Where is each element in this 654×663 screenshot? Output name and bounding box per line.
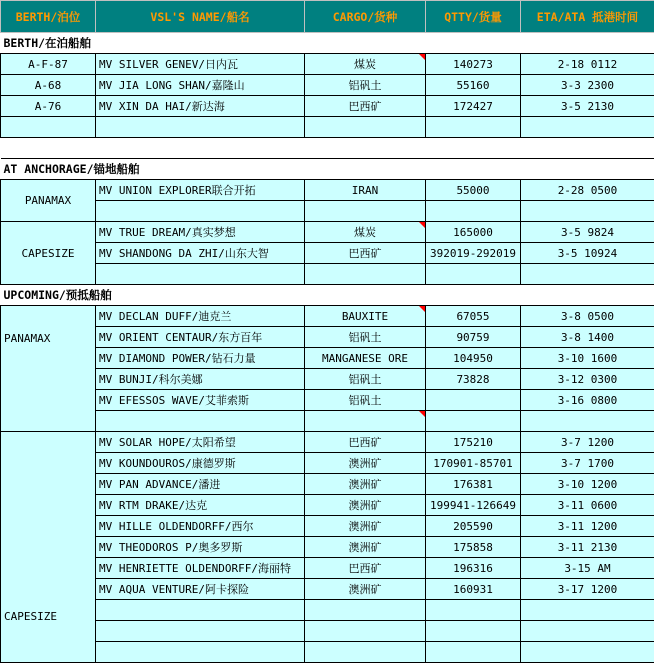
- cell-quantity[interactable]: 175858: [426, 537, 521, 558]
- cell-eta[interactable]: 3-16 0800: [521, 390, 654, 411]
- spacer-row: [1, 138, 654, 159]
- table-row: [1, 453, 654, 474]
- cell-cargo[interactable]: IRAN: [305, 180, 426, 201]
- spacer-cell: [1, 138, 654, 159]
- cell-empty[interactable]: [426, 642, 521, 663]
- cell-vessel-name[interactable]: MV DECLAN DUFF/迪克兰: [96, 306, 305, 327]
- cell-empty[interactable]: [305, 621, 426, 642]
- table-row: [1, 390, 654, 411]
- cell-empty[interactable]: [521, 642, 654, 663]
- section-row-anchorage: [1, 159, 654, 180]
- cell-eta[interactable]: 3-11 2130: [521, 537, 654, 558]
- cell-eta[interactable]: 3-3 2300: [521, 75, 654, 96]
- cell-empty[interactable]: [305, 600, 426, 621]
- cell-quantity[interactable]: 104950: [426, 348, 521, 369]
- table-row: [1, 516, 654, 537]
- cell-vessel-name[interactable]: MV EFESSOS WAVE/艾菲索斯: [96, 390, 305, 411]
- section-row-upcoming: [1, 285, 654, 306]
- cell-empty[interactable]: [426, 411, 521, 432]
- table-row: [1, 558, 654, 579]
- header-berth[interactable]: BERTH/泊位: [1, 1, 96, 33]
- cell-vessel-name[interactable]: MV HENRIETTE OLDENDORFF/海丽特: [96, 558, 305, 579]
- table-row: [1, 369, 654, 390]
- cell-quantity[interactable]: 90759: [426, 327, 521, 348]
- cell-quantity[interactable]: 172427: [426, 96, 521, 117]
- table-row: [1, 495, 654, 516]
- cell-cargo[interactable]: 巴西矿: [305, 432, 426, 453]
- cell-empty[interactable]: [305, 264, 426, 285]
- cell-quantity[interactable]: 160931: [426, 579, 521, 600]
- cell-cargo[interactable]: 铝矾土: [305, 75, 426, 96]
- table-row-empty: [1, 117, 654, 138]
- header-vessel-name[interactable]: VSL'S NAME/船名: [96, 1, 305, 33]
- table-row: [1, 537, 654, 558]
- cell-cargo[interactable]: [305, 54, 426, 75]
- cell-vessel-name[interactable]: MV RTM DRAKE/达克: [96, 495, 305, 516]
- cell-empty[interactable]: [305, 201, 426, 222]
- cell-cargo-text: 煤炭: [354, 58, 376, 71]
- table-row: [1, 579, 654, 600]
- section-title-anchorage[interactable]: AT ANCHORAGE/锚地船舶: [1, 159, 654, 180]
- cell-eta[interactable]: 3-7 1200: [521, 432, 654, 453]
- cell-cargo[interactable]: 澳洲矿: [305, 474, 426, 495]
- cell-empty[interactable]: [426, 600, 521, 621]
- cell-eta[interactable]: 3-10 1600: [521, 348, 654, 369]
- cell-eta[interactable]: 3-5 2130: [521, 96, 654, 117]
- cell-empty[interactable]: [426, 621, 521, 642]
- header-eta[interactable]: ETA/ATA 抵港时间: [521, 1, 654, 33]
- group-label-capesize[interactable]: CAPESIZE: [1, 222, 96, 285]
- cell-eta[interactable]: 3-15 AM: [521, 558, 654, 579]
- table-row-empty: [1, 411, 654, 432]
- cell-eta[interactable]: 3-17 1200: [521, 579, 654, 600]
- cell-empty[interactable]: [305, 642, 426, 663]
- table-row: [1, 75, 654, 96]
- cell-cargo[interactable]: 巴西矿: [305, 558, 426, 579]
- cell-empty[interactable]: [305, 117, 426, 138]
- table-row: [1, 327, 654, 348]
- cell-cargo[interactable]: 澳洲矿: [305, 453, 426, 474]
- table-row: [1, 432, 654, 453]
- cell-berth[interactable]: A-68: [1, 75, 96, 96]
- cell-empty[interactable]: [96, 117, 305, 138]
- cell-cargo[interactable]: [305, 222, 426, 243]
- cell-cargo[interactable]: 铝矾土: [305, 390, 426, 411]
- cell-vessel-name[interactable]: MV SOLAR HOPE/太阳希望: [96, 432, 305, 453]
- cell-empty[interactable]: [521, 600, 654, 621]
- cell-cargo[interactable]: [305, 306, 426, 327]
- cell-quantity[interactable]: 55160: [426, 75, 521, 96]
- group-label-capesize[interactable]: CAPESIZE: [1, 432, 96, 663]
- cell-eta[interactable]: 3-11 1200: [521, 516, 654, 537]
- table-row-empty: [1, 600, 654, 621]
- cell-vessel-name[interactable]: MV THEODOROS P/奥多罗斯: [96, 537, 305, 558]
- cell-quantity[interactable]: 140273: [426, 54, 521, 75]
- cell-empty[interactable]: [96, 411, 305, 432]
- table-row: [1, 243, 654, 264]
- cell-eta[interactable]: 3-8 0500: [521, 306, 654, 327]
- header-cargo[interactable]: CARGO/货种: [305, 1, 426, 33]
- table-row-empty: [1, 264, 654, 285]
- comment-marker-icon[interactable]: [419, 54, 425, 60]
- cell-vessel-name[interactable]: MV AQUA VENTURE/阿卡探险: [96, 579, 305, 600]
- section-title-berth[interactable]: BERTH/在泊船舶: [1, 33, 654, 54]
- cell-vessel-name[interactable]: MV XIN DA HAI/新达海: [96, 96, 305, 117]
- cell-empty[interactable]: [521, 621, 654, 642]
- cell-empty[interactable]: [521, 411, 654, 432]
- cell-quantity[interactable]: 205590: [426, 516, 521, 537]
- cell-eta[interactable]: 3-11 0600: [521, 495, 654, 516]
- table-row: [1, 96, 654, 117]
- cell-cargo[interactable]: 铝矾土: [305, 369, 426, 390]
- cell-vessel-name[interactable]: MV TRUE DREAM/真实梦想: [96, 222, 305, 243]
- cell-empty[interactable]: [426, 201, 521, 222]
- table-row: [1, 222, 654, 243]
- cell-vessel-name[interactable]: MV BUNJI/科尔美娜: [96, 369, 305, 390]
- cell-vessel-name[interactable]: MV JIA LONG SHAN/嘉隆山: [96, 75, 305, 96]
- cell-vessel-name[interactable]: MV DIAMOND POWER/钻石力量: [96, 348, 305, 369]
- cell-eta[interactable]: 3-12 0300: [521, 369, 654, 390]
- cell-eta[interactable]: 2-28 0500: [521, 180, 654, 201]
- cell-cargo[interactable]: 澳洲矿: [305, 516, 426, 537]
- comment-marker-icon[interactable]: [419, 306, 425, 312]
- cell-eta[interactable]: 3-7 1700: [521, 453, 654, 474]
- cell-cargo[interactable]: 澳洲矿: [305, 495, 426, 516]
- cell-cargo[interactable]: 巴西矿: [305, 243, 426, 264]
- cell-vessel-name[interactable]: MV KOUNDOUROS/康德罗斯: [96, 453, 305, 474]
- cell-empty[interactable]: [305, 411, 426, 432]
- cell-cargo-text: 煤炭: [354, 226, 376, 239]
- cell-eta[interactable]: 2-18 0112: [521, 54, 654, 75]
- cell-quantity[interactable]: 392019-292019: [426, 243, 521, 264]
- cell-cargo[interactable]: 澳洲矿: [305, 537, 426, 558]
- cell-quantity[interactable]: 170901-85701: [426, 453, 521, 474]
- cell-eta[interactable]: 3-5 10924: [521, 243, 654, 264]
- cell-vessel-name[interactable]: MV SILVER GENEV/日内瓦: [96, 54, 305, 75]
- header-row: [1, 1, 654, 33]
- cell-empty[interactable]: [426, 264, 521, 285]
- cell-empty[interactable]: [521, 264, 654, 285]
- cell-vessel-name[interactable]: MV PAN ADVANCE/潘进: [96, 474, 305, 495]
- cell-quantity[interactable]: 176381: [426, 474, 521, 495]
- table-row-empty: [1, 201, 654, 222]
- cell-empty[interactable]: [96, 201, 305, 222]
- section-title-upcoming[interactable]: UPCOMING/预抵船舶: [1, 285, 654, 306]
- cell-vessel-name[interactable]: MV SHANDONG DA ZHI/山东大智: [96, 243, 305, 264]
- cell-vessel-name[interactable]: MV UNION EXPLORER联合开拓: [96, 180, 305, 201]
- cell-empty[interactable]: [521, 117, 654, 138]
- cell-cargo[interactable]: 铝矾土: [305, 327, 426, 348]
- comment-marker-icon[interactable]: [419, 222, 425, 228]
- header-quantity[interactable]: QTTY/货量: [426, 1, 521, 33]
- cell-quantity[interactable]: 73828: [426, 369, 521, 390]
- cell-eta[interactable]: 3-5 9824: [521, 222, 654, 243]
- cell-berth[interactable]: A-F-87: [1, 54, 96, 75]
- cell-empty[interactable]: [96, 264, 305, 285]
- cell-empty[interactable]: [1, 117, 96, 138]
- table-row: [1, 306, 654, 327]
- cell-quantity[interactable]: 55000: [426, 180, 521, 201]
- table-row-empty: [1, 642, 654, 663]
- cell-empty[interactable]: [521, 201, 654, 222]
- table-row: [1, 54, 654, 75]
- cell-empty[interactable]: [96, 642, 305, 663]
- cell-quantity[interactable]: 175210: [426, 432, 521, 453]
- cell-quantity[interactable]: [426, 390, 521, 411]
- cell-vessel-name[interactable]: MV ORIENT CENTAUR/东方百年: [96, 327, 305, 348]
- cell-vessel-name[interactable]: MV HILLE OLDENDORFF/西尔: [96, 516, 305, 537]
- table-row: [1, 474, 654, 495]
- cell-empty[interactable]: [96, 600, 305, 621]
- group-label-panamax[interactable]: PANAMAX: [1, 180, 96, 222]
- cell-empty[interactable]: [426, 117, 521, 138]
- cell-cargo[interactable]: 澳洲矿: [305, 579, 426, 600]
- cell-eta[interactable]: 3-10 1200: [521, 474, 654, 495]
- comment-marker-icon[interactable]: [419, 411, 425, 417]
- cell-cargo[interactable]: 巴西矿: [305, 96, 426, 117]
- cell-quantity[interactable]: 196316: [426, 558, 521, 579]
- section-row-berth: [1, 33, 654, 54]
- cell-eta[interactable]: 3-8 1400: [521, 327, 654, 348]
- cell-cargo[interactable]: MANGANESE ORE: [305, 348, 426, 369]
- cell-quantity[interactable]: 165000: [426, 222, 521, 243]
- cell-empty[interactable]: [96, 621, 305, 642]
- table-row: [1, 180, 654, 201]
- cell-quantity[interactable]: 199941-126649: [426, 495, 521, 516]
- table-row: [1, 348, 654, 369]
- table-row-empty: [1, 621, 654, 642]
- cell-cargo-text: BAUXITE: [342, 310, 388, 323]
- cell-berth[interactable]: A-76: [1, 96, 96, 117]
- group-label-panamax[interactable]: PANAMAX: [1, 306, 96, 432]
- cell-quantity[interactable]: 67055: [426, 306, 521, 327]
